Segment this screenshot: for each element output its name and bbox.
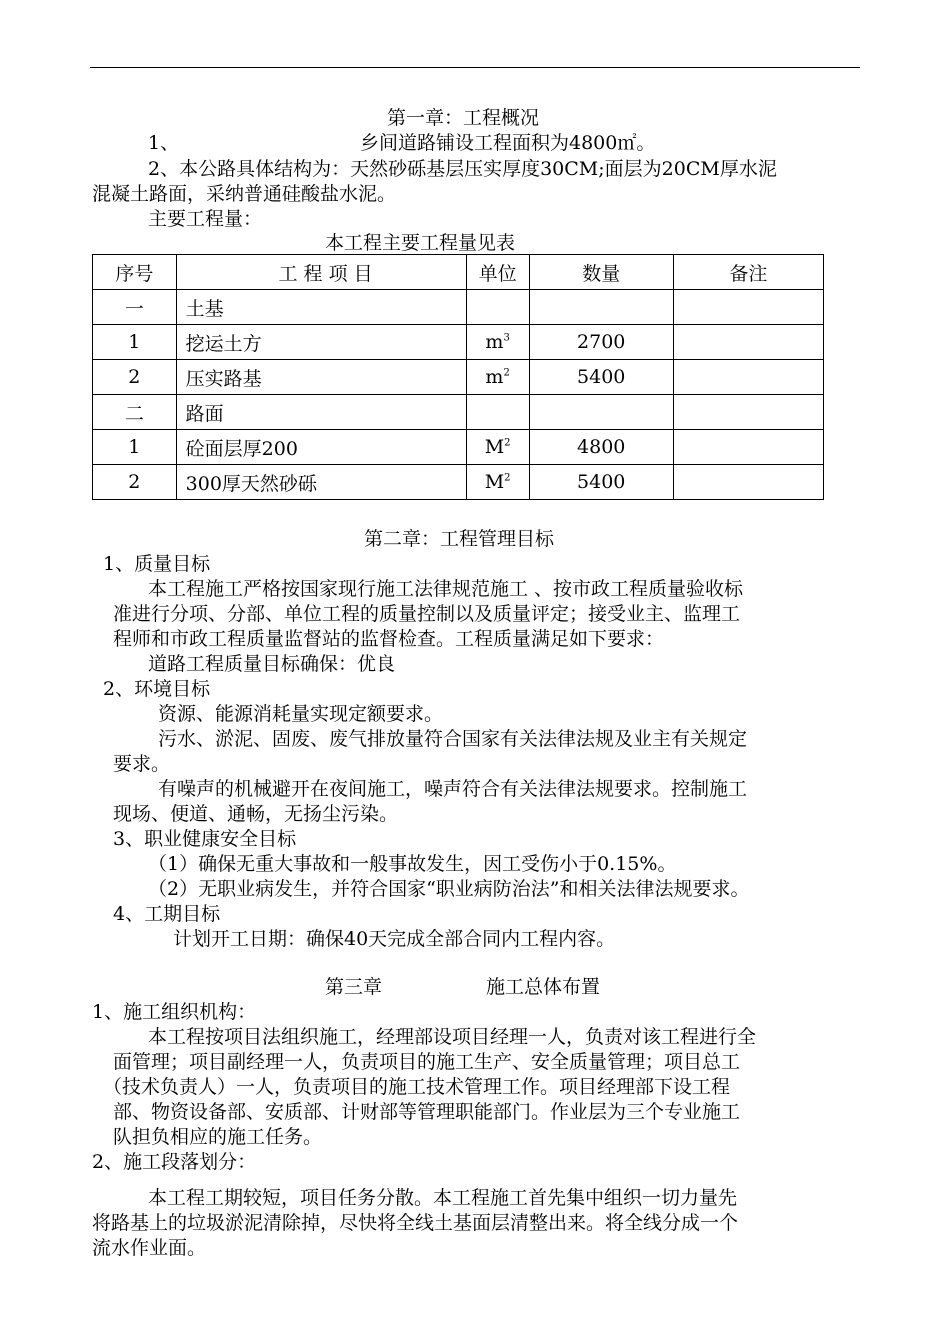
table-cell	[673, 395, 823, 430]
chapter1-title: 第一章：工程概况	[387, 107, 540, 129]
table-cell: 1	[93, 430, 177, 465]
table-cell: 2700	[529, 325, 673, 360]
column-header: 序号	[93, 255, 177, 290]
section-heading: 4、工期目标	[113, 903, 221, 925]
table-cell: 挖运土方	[176, 325, 466, 360]
column-header: 工 程 项 目	[176, 255, 466, 290]
table-row	[93, 430, 824, 465]
paragraph: 程师和市政工程质量监督站的监督检查。工程质量满足如下要求：	[113, 628, 665, 650]
table-cell: 压实路基	[176, 360, 466, 395]
paragraph: 资源、能源消耗量实现定额要求。	[158, 703, 444, 725]
table-cell	[673, 290, 823, 325]
paragraph: 要求。	[113, 753, 171, 775]
unit-text: m	[485, 331, 504, 353]
unit-exponent: 2	[503, 367, 510, 379]
table-cell	[673, 360, 823, 395]
table-cell: 5400	[529, 465, 673, 500]
paragraph: 队担负相应的施工任务。	[113, 1126, 323, 1148]
table-cell: 路面	[176, 395, 466, 430]
unit-exponent: 2	[504, 437, 511, 449]
unit-text: M	[484, 471, 505, 493]
chapter3-subtitle: 施工总体布置	[486, 976, 601, 998]
paragraph: 计划开工日期：确保40天完成全部合同内工程内容。	[173, 928, 616, 950]
para-number: 1、	[148, 132, 180, 154]
paragraph: （1）确保无重大事故和一般事故发生，因工受伤小于0.15%。	[148, 853, 677, 875]
header-rule	[90, 67, 860, 68]
unit-exponent: 2	[504, 472, 511, 484]
table-cell: 砼面层厚200	[176, 430, 466, 465]
paragraph: 有噪声的机械避开在夜间施工，噪声符合有关法律法规要求。控制施工	[158, 778, 748, 800]
section-heading: 3、职业健康安全目标	[113, 828, 297, 850]
table-cell	[673, 430, 823, 465]
paragraph: 流水作业面。	[92, 1237, 207, 1259]
paragraph: 道路工程质量目标确保：优良	[148, 653, 396, 675]
chapter2-title: 第二章：工程管理目标	[364, 528, 555, 550]
table-row	[93, 325, 824, 360]
paragraph: 混凝土路面，采纳普通硅酸盐水泥。	[92, 183, 397, 205]
table-cell: 2	[93, 360, 177, 395]
column-header: 单位	[466, 255, 529, 290]
table-cell	[466, 395, 529, 430]
paragraph: （2）无职业病发生，并符合国家“职业病防治法”和相关法律法规要求。	[148, 878, 750, 900]
paragraph: 2、本公路具体结构为：天然砂砾基层压实厚度30CM;面层为20CM厚水泥	[148, 158, 777, 180]
table-cell: 1	[93, 325, 177, 360]
table-cell	[466, 360, 529, 395]
unit-text: M	[484, 436, 505, 458]
paragraph: 本工程施工严格按国家现行施工法律规范施工 、按市政工程质量验收标	[148, 578, 744, 600]
unit-exponent: 3	[503, 332, 510, 344]
table-cell: 土基	[176, 290, 466, 325]
table-cell: 二	[93, 395, 177, 430]
paragraph: 乡间道路铺设工程面积为4800㎡。	[360, 132, 656, 154]
paragraph: 污水、淤泥、固废、废气排放量符合国家有关法律法规及业主有关规定	[158, 728, 748, 750]
section-heading: 1、质量目标	[103, 553, 211, 575]
table-cell: 2	[93, 465, 177, 500]
section-heading: 1、施工组织机构：	[92, 1001, 257, 1023]
table-cell	[466, 325, 529, 360]
table-cell	[529, 290, 673, 325]
quantity-table	[92, 254, 824, 500]
table-row	[93, 360, 824, 395]
paragraph: 面管理；项目副经理一人，负责项目的施工生产、安全质量管理；项目总工	[113, 1051, 741, 1073]
table-cell: 一	[93, 290, 177, 325]
table-cell	[466, 465, 529, 500]
paragraph: （技术负责人）一人，负责项目的施工技术管理工作。项目经理部下设工程	[103, 1076, 731, 1098]
unit-text: m	[485, 366, 504, 388]
paragraph: 现场、便道、通畅，无扬尘污染。	[113, 803, 399, 825]
table-cell	[529, 395, 673, 430]
table-cell: 300厚天然砂砾	[176, 465, 466, 500]
subheading: 主要工程量：	[148, 208, 263, 230]
table-cell: 5400	[529, 360, 673, 395]
column-header: 数量	[529, 255, 673, 290]
paragraph: 本工程按项目法组织施工，经理部设项目经理一人，负责对该工程进行全	[148, 1026, 757, 1048]
section-heading: 2、环境目标	[103, 678, 211, 700]
paragraph: 本工程工期较短，项目任务分散。本工程施工首先集中组织一切力量先	[148, 1187, 738, 1209]
table-row	[93, 465, 824, 500]
column-header: 备注	[673, 255, 823, 290]
table-header-row	[93, 255, 824, 290]
table-cell: 4800	[529, 430, 673, 465]
table-row	[93, 395, 824, 430]
table-title: 本工程主要工程量见表	[325, 232, 516, 254]
table-cell	[673, 325, 823, 360]
table-cell	[673, 465, 823, 500]
table-cell	[466, 430, 529, 465]
table-row	[93, 290, 824, 325]
chapter3-title: 第三章	[325, 976, 383, 998]
section-heading: 2、施工段落划分：	[92, 1151, 257, 1173]
paragraph: 将路基上的垃圾淤泥清除掉，尽快将全线土基面层清整出来。将全线分成一个	[92, 1212, 739, 1234]
table-cell	[466, 290, 529, 325]
paragraph: 准进行分项、分部、单位工程的质量控制以及质量评定；接受业主、监理工	[113, 603, 741, 625]
paragraph: 部、物资设备部、安质部、计财部等管理职能部门。作业层为三个专业施工	[113, 1101, 741, 1123]
